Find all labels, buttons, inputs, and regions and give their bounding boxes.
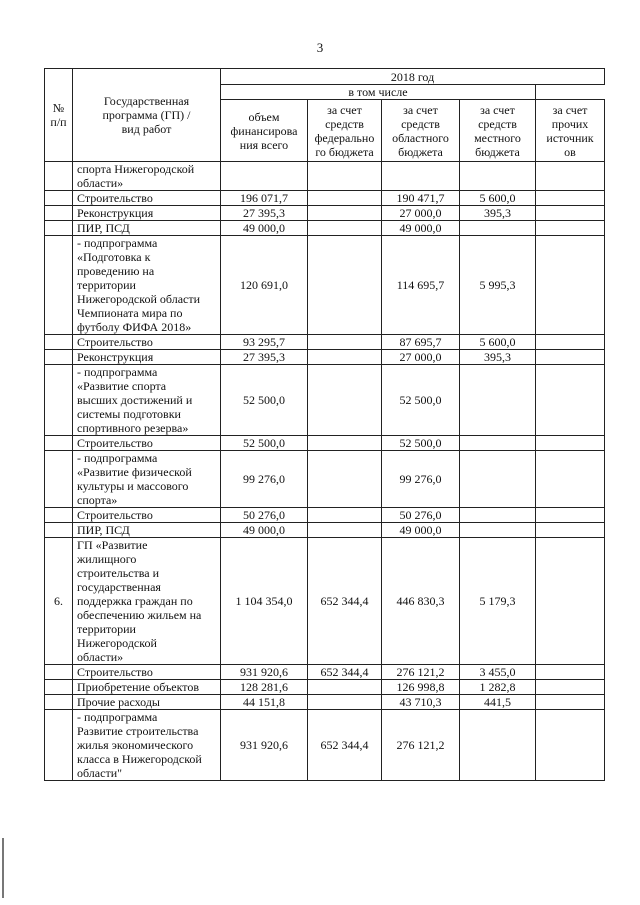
cell-name: Прочие расходы [73,695,221,710]
cell-num: 6. [45,538,73,665]
cell-local: 395,3 [460,206,536,221]
cell-name: ПИР, ПСД [73,523,221,538]
cell-federal [308,523,382,538]
cell-other [536,523,605,538]
table-row [45,206,605,221]
table-row [45,335,605,350]
cell-other [536,236,605,335]
cell-other [536,365,605,436]
header-num: № п/п [45,69,73,162]
header-local: за счет средств местного бюджета [460,100,536,162]
cell-federal [308,162,382,191]
cell-regional: 126 998,8 [382,680,460,695]
cell-federal [308,191,382,206]
cell-local [460,710,536,781]
cell-total [221,162,308,191]
cell-regional: 190 471,7 [382,191,460,206]
cell-local: 5 179,3 [460,538,536,665]
cell-regional: 99 276,0 [382,451,460,508]
cell-regional: 446 830,3 [382,538,460,665]
cell-num [45,191,73,206]
cell-local: 1 282,8 [460,680,536,695]
cell-num [45,365,73,436]
cell-local [460,523,536,538]
cell-regional: 52 500,0 [382,365,460,436]
table-row [45,350,605,365]
cell-federal [308,350,382,365]
cell-num [45,710,73,781]
cell-regional: 52 500,0 [382,436,460,451]
cell-regional: 27 000,0 [382,206,460,221]
cell-total: 99 276,0 [221,451,308,508]
cell-federal [308,451,382,508]
cell-local [460,365,536,436]
cell-total: 49 000,0 [221,523,308,538]
table-row [45,508,605,523]
cell-num [45,436,73,451]
cell-federal: 652 344,4 [308,538,382,665]
cell-total: 52 500,0 [221,436,308,451]
header-federal: за счет средств федерально го бюджета [308,100,382,162]
cell-name: Реконструкция [73,350,221,365]
cell-local: 5 600,0 [460,191,536,206]
header-year: 2018 год [221,69,605,85]
scan-edge-mark [2,838,4,898]
cell-num [45,523,73,538]
cell-other [536,335,605,350]
budget-table [44,68,605,781]
cell-other [536,508,605,523]
cell-num [45,335,73,350]
page-number: 3 [316,40,324,55]
cell-name: Строительство [73,508,221,523]
cell-other [536,538,605,665]
table-row [45,236,605,335]
cell-num [45,236,73,335]
table-row [45,451,605,508]
cell-regional: 87 695,7 [382,335,460,350]
cell-total: 93 295,7 [221,335,308,350]
cell-num [45,206,73,221]
cell-other [536,206,605,221]
cell-name: - подпрограмма Развитие строительства жилья экономического класса в Нижегородской области" [73,710,221,781]
cell-name: - подпрограмма «Подготовка к проведению на территории Нижегородской области Чемпионата мира по футболу ФИФА 2018» [73,236,221,335]
cell-name: - подпрограмма «Развитие спорта высших достижений и системы подготовки спортивного резерва» [73,365,221,436]
table-row [45,436,605,451]
cell-regional: 27 000,0 [382,350,460,365]
cell-local [460,221,536,236]
cell-total: 52 500,0 [221,365,308,436]
cell-other [536,221,605,236]
cell-federal [308,236,382,335]
cell-total: 1 104 354,0 [221,538,308,665]
cell-local: 441,5 [460,695,536,710]
cell-regional: 49 000,0 [382,523,460,538]
cell-local [460,162,536,191]
cell-name: Приобретение объектов [73,680,221,695]
header-including: в том числе [221,85,536,100]
cell-total: 27 395,3 [221,206,308,221]
cell-federal [308,365,382,436]
header-other: за счет прочих источник ов [536,100,605,162]
header-total: объем финансирова ния всего [221,100,308,162]
cell-name: Строительство [73,436,221,451]
cell-num [45,221,73,236]
cell-num [45,695,73,710]
cell-federal [308,508,382,523]
cell-num [45,508,73,523]
cell-federal: 652 344,4 [308,710,382,781]
cell-federal [308,221,382,236]
cell-total: 49 000,0 [221,221,308,236]
cell-local: 3 455,0 [460,665,536,680]
cell-other [536,680,605,695]
cell-other [536,710,605,781]
cell-local: 5 600,0 [460,335,536,350]
cell-total: 931 920,6 [221,710,308,781]
cell-regional: 43 710,3 [382,695,460,710]
cell-name: Строительство [73,335,221,350]
cell-other [536,436,605,451]
cell-federal: 652 344,4 [308,665,382,680]
table-row [45,710,605,781]
cell-regional: 49 000,0 [382,221,460,236]
table-row [45,162,605,191]
cell-total: 27 395,3 [221,350,308,365]
cell-num [45,680,73,695]
cell-total: 120 691,0 [221,236,308,335]
cell-local [460,436,536,451]
cell-name: Строительство [73,191,221,206]
table-row [45,695,605,710]
cell-name: Реконструкция [73,206,221,221]
cell-name: спорта Нижегородской области» [73,162,221,191]
header-program: Государственная программа (ГП) / вид работ [73,69,221,162]
cell-total: 196 071,7 [221,191,308,206]
cell-local [460,451,536,508]
cell-name: - подпрограмма «Развитие физической культуры и массового спорта» [73,451,221,508]
cell-regional: 276 121,2 [382,710,460,781]
cell-other [536,695,605,710]
cell-local: 5 995,3 [460,236,536,335]
cell-federal [308,335,382,350]
cell-other [536,350,605,365]
cell-federal [308,695,382,710]
table-row [45,365,605,436]
table-row [45,680,605,695]
cell-regional: 114 695,7 [382,236,460,335]
cell-local: 395,3 [460,350,536,365]
cell-regional: 50 276,0 [382,508,460,523]
cell-name: ГП «Развитие жилищного строительства и государственная поддержка граждан по обеспечению жильем на территории Нижегородской области» [73,538,221,665]
cell-federal [308,436,382,451]
cell-name: Строительство [73,665,221,680]
cell-num [45,162,73,191]
cell-total: 44 151,8 [221,695,308,710]
cell-federal [308,680,382,695]
table-row [45,221,605,236]
header-regional: за счет средств областного бюджета [382,100,460,162]
cell-num [45,665,73,680]
cell-regional [382,162,460,191]
cell-total: 931 920,6 [221,665,308,680]
table-row [45,538,605,665]
table-row [45,191,605,206]
cell-name: ПИР, ПСД [73,221,221,236]
cell-other [536,191,605,206]
cell-total: 128 281,6 [221,680,308,695]
cell-total: 50 276,0 [221,508,308,523]
cell-other [536,451,605,508]
cell-other [536,162,605,191]
cell-num [45,451,73,508]
cell-num [45,350,73,365]
cell-regional: 276 121,2 [382,665,460,680]
cell-federal [308,206,382,221]
table-row [45,523,605,538]
cell-other [536,665,605,680]
table-row [45,665,605,680]
cell-local [460,508,536,523]
